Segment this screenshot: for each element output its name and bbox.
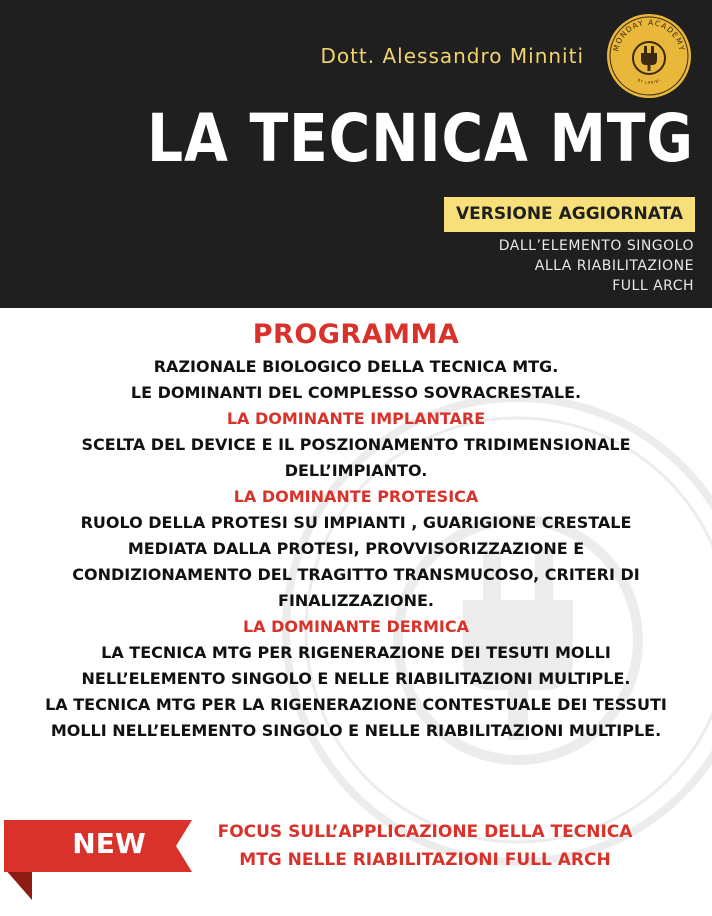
- main-title: LA TECNICA MTG: [147, 100, 694, 177]
- section-title-dermica: LA DOMINANTE DERMICA: [242, 617, 469, 636]
- focus-text: [180, 818, 670, 874]
- focus-line: FOCUS SULL’APPLICAZIONE DELLA TECNICA: [217, 822, 633, 842]
- logo-text: MONDAY ACADEMY: [611, 17, 687, 53]
- section-line: LA TECNICA MTG PER RIGENERAZIONE DEI TESUTI MOLLI: [101, 643, 611, 662]
- section-title-implantare: LA DOMINANTE IMPLANTARE: [226, 409, 486, 428]
- section-line: MOLLI NELL’ELEMENTO SINGOLO E NELLE RIABILITAZIONI MULTIPLE.: [50, 721, 662, 740]
- header-banner: [0, 0, 712, 308]
- section-line: NELL’ELEMENTO SINGOLO E NELLE RIABILITAZIONI MULTIPLE.: [81, 669, 631, 688]
- program-section: [0, 316, 712, 744]
- intro-line: RAZIONALE BIOLOGICO DELLA TECNICA MTG.: [153, 357, 559, 376]
- section-title-protesica: LA DOMINANTE PROTESICA: [233, 487, 479, 506]
- section-line: LA TECNICA MTG PER LA RIGENERAZIONE CONTESTUALE DEI TESSUTI: [45, 695, 667, 714]
- version-badge: VERSIONE AGGIORNATA: [444, 197, 695, 232]
- subtitle-line: FULL ARCH: [612, 278, 694, 294]
- section-line: SCELTA DEL DEVICE E IL POSZIONAMENTO TRIDIMENSIONALE: [81, 435, 631, 454]
- subtitle-line: DALL’ELEMENTO SINGOLO: [498, 238, 694, 254]
- logo-subtext: BY LARIBI: [636, 78, 662, 85]
- section-line: MEDIATA DALLA PROTESI, PROVVISORIZZAZIONE E: [127, 539, 585, 558]
- section-line: RUOLO DELLA PROTESI SU IMPIANTI , GUARIGIONE CRESTALE: [80, 513, 632, 532]
- focus-line: MTG NELLE RIABILITAZIONI FULL ARCH: [239, 850, 611, 870]
- author-name: Dott. Alessandro Minniti: [320, 44, 584, 68]
- intro-line: LE DOMINANTI DEL COMPLESSO SOVRACRESTALE.: [130, 383, 582, 402]
- subtitle: [394, 236, 694, 296]
- section-line: CONDIZIONAMENTO DEL TRAGITTO TRANSMUCOSO, CRITERI DI: [72, 565, 640, 584]
- monday-academy-logo: [606, 13, 692, 99]
- section-line: FINALIZZAZIONE.: [278, 591, 434, 610]
- section-line: DELL’IMPIANTO.: [284, 461, 428, 480]
- subtitle-line: ALLA RIABILITAZIONE: [534, 258, 694, 274]
- program-heading: PROGRAMMA: [252, 319, 460, 350]
- new-label: NEW: [72, 827, 146, 860]
